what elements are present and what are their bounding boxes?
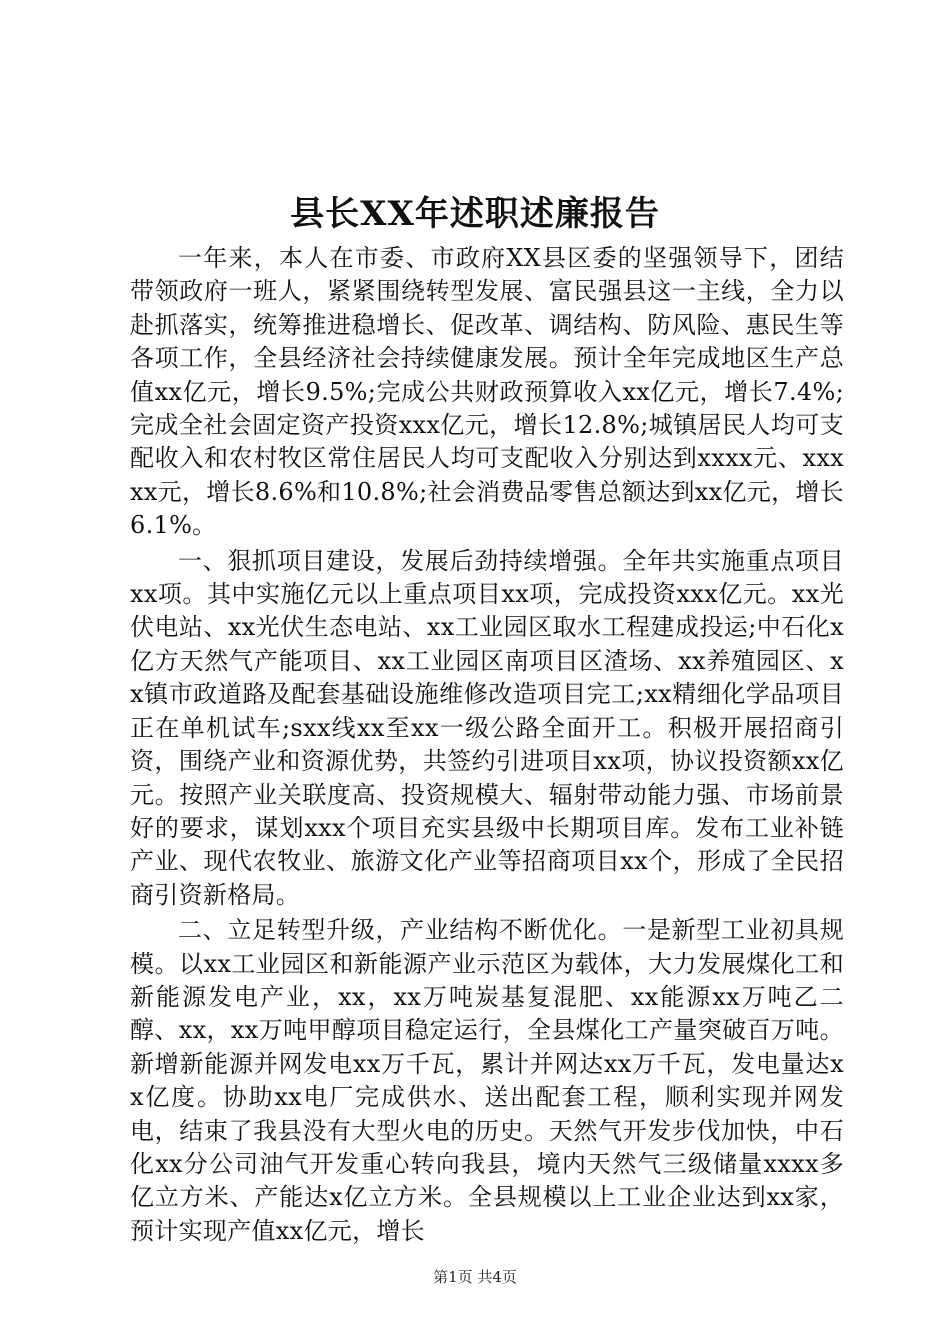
paragraph-section-2: 二、立足转型升级，产业结构不断优化。一是新型工业初具规模。以xx工业园区和新能源产业示范区为载体，大力发展煤化工和新能源发电产业，xx，xx万吨炭基复混肥、xx能源xx万吨乙二醇、xx，xx万吨甲醇项目稳定运行，全县煤化工产量突破百万吨。新增新能源并网发电xx万千瓦，累计并网达xx万千瓦，发电量达xx亿度。协助xx电厂完成供水、送出配套工程，顺利实现并网发电，结束了我县没有大型火电的历史。天然气开发步伐加快，中石化xx分公司油气开发重心转向我县，境内天然气三级储量xxxx多亿立方米、产能达x亿立方米。全县规模以上工业企业达到xx家，预计实现产值xx亿元，增长 [130,916,844,1245]
page-number-footer: 第1页 共4页 [433,1268,517,1286]
document-body [130,242,844,1248]
paragraph-intro: 一年来，本人在市委、市政府XX县区委的坚强领导下，团结带领政府一班人，紧紧围绕转型发展、富民强县这一主线，全力以赴抓落实，统筹推进稳增长、促改革、调结构、防风险、惠民生等各项工作，全县经济社会持续健康发展。预计全年完成地区生产总值xx亿元，增长9.5%;完成公共财政预算收入xx亿元，增长7.4%;完成全社会固定资产投资xxx亿元，增长12.8%;城镇居民人均可支配收入和农村牧区常住居民人均可支配收入分别达到xxxx元、xxxxx元，增长8.6%和10.8%;社会消费品零售总额达到xx亿元，增长6.1%。 [130,244,844,540]
paragraph-section-1: 一、狠抓项目建设，发展后劲持续增强。全年共实施重点项目xx项。其中实施亿元以上重点项目xx项，完成投资xxx亿元。xx光伏电站、xx光伏生态电站、xx工业园区取水工程建成投运;中石化x亿方天然气产能项目、xx工业园区南项目区渣场、xx养殖园区、xx镇市政道路及配套基础设施维修改造项目完工;xx精细化学品项目正在单机试车;sxx线xx至xx一级公路全面开工。积极开展招商引资，围绕产业和资源优势，共签约引进项目xx项，协议投资额xx亿元。按照产业关联度高、投资规模大、辐射带动能力强、市场前景好的要求，谋划xxx个项目充实县级中长期项目库。发布工业补链产业、现代农牧业、旅游文化产业等招商项目xx个，形成了全民招商引资新格局。 [130,546,844,909]
page-title: 县长XX年述职述廉报告 [290,194,660,234]
